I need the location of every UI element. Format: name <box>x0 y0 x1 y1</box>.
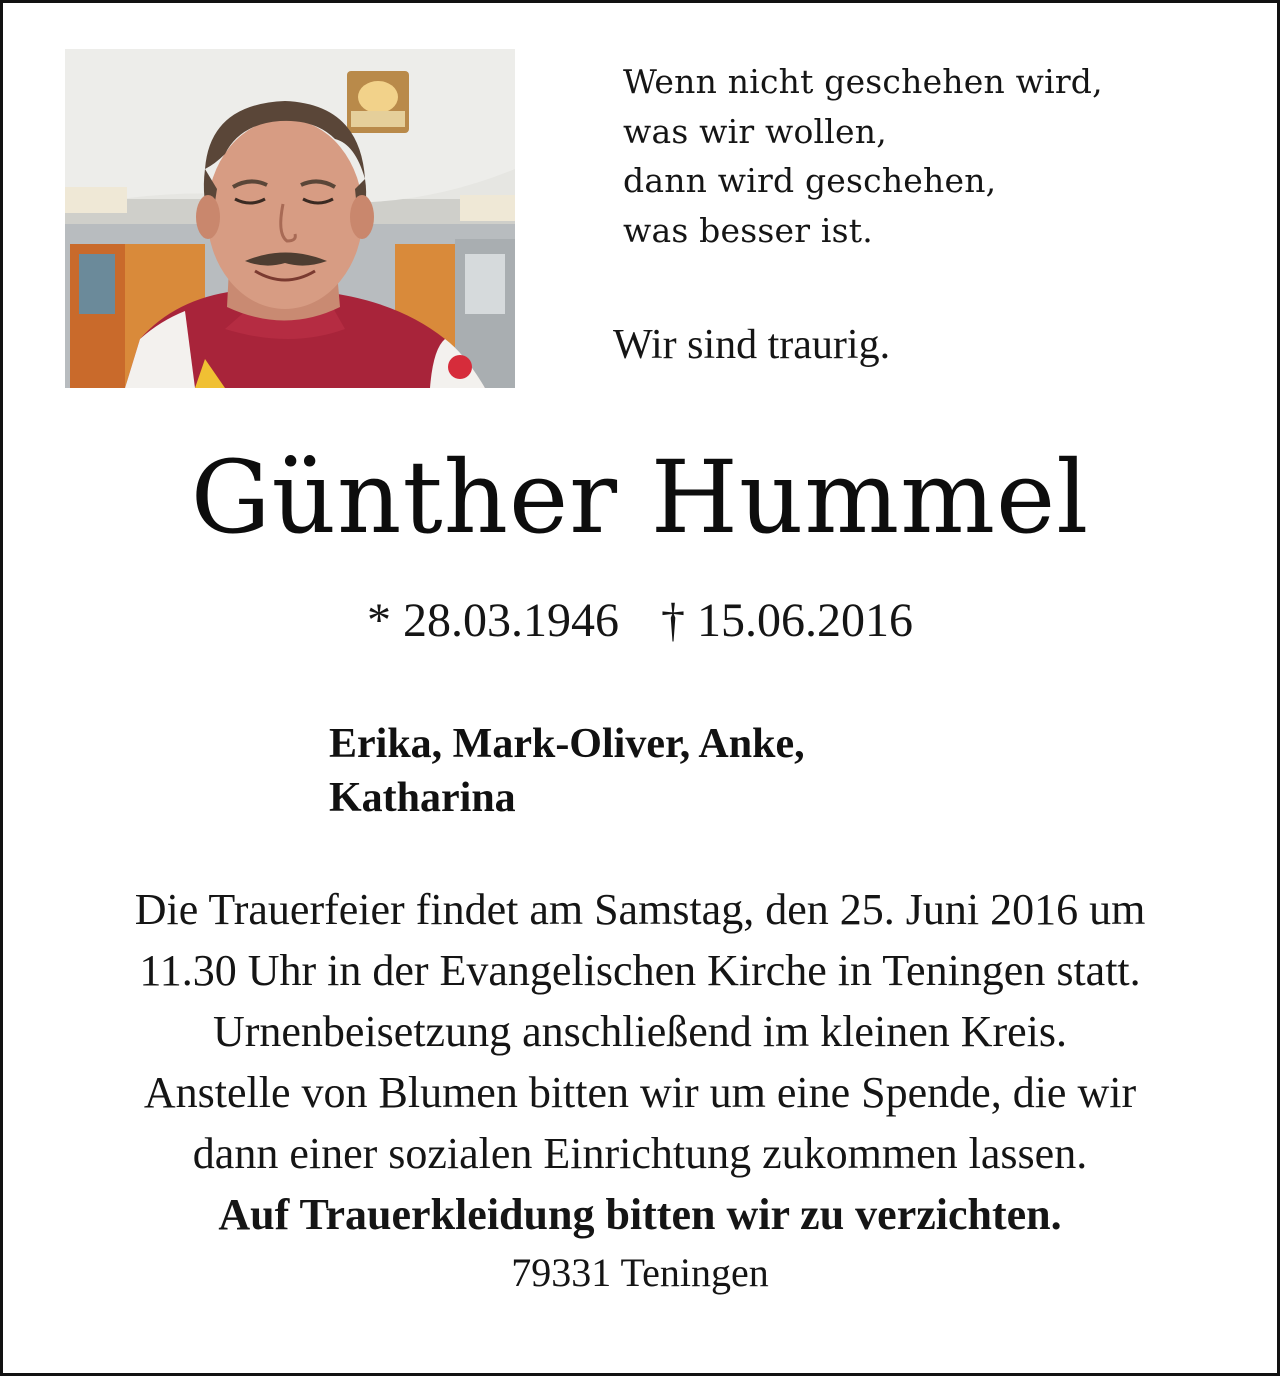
notice-line: 11.30 Uhr in der Evangelischen Kirche in Teningen statt. <box>139 946 1141 995</box>
poem-line: Wenn nicht geschehen wird, <box>623 62 1103 101</box>
notice-line: Die Trauerfeier findet am Samstag, den 25. Juni 2016 um <box>134 885 1146 934</box>
notice-line: Urnenbeisetzung anschließend im kleinen Kreis. <box>212 1007 1068 1056</box>
mourners-line: Katharina <box>329 775 516 821</box>
poem-line: was wir wollen, <box>623 111 887 151</box>
mourners-line: Erika, Mark-Oliver, Anke, <box>329 721 805 767</box>
poem-closing: Wir sind traurig. <box>613 322 891 368</box>
mourners <box>329 717 805 825</box>
funeral-notice <box>3 879 1277 1301</box>
poem <box>623 57 1243 255</box>
birth-date: * 28.03.1946 <box>367 594 619 647</box>
notice-place: 79331 Teningen <box>511 1250 769 1295</box>
notice-line: Anstelle von Blumen bitten wir um eine Spende, die wir <box>143 1068 1137 1117</box>
notice-mourning-attire: Auf Trauerkleidung bitten wir zu verzichten. <box>218 1190 1062 1239</box>
deceased-name: Günther Hummel <box>190 439 1090 556</box>
notice-line: dann einer sozialen Einrichtung zukommen lassen. <box>192 1129 1088 1178</box>
poem-line: was besser ist. <box>623 210 873 250</box>
death-date: † 15.06.2016 <box>661 594 913 647</box>
portrait-photo-illustration <box>65 49 515 388</box>
poem-line: dann wird geschehen, <box>623 161 997 200</box>
portrait-photo <box>65 49 515 388</box>
life-dates <box>3 591 1277 651</box>
